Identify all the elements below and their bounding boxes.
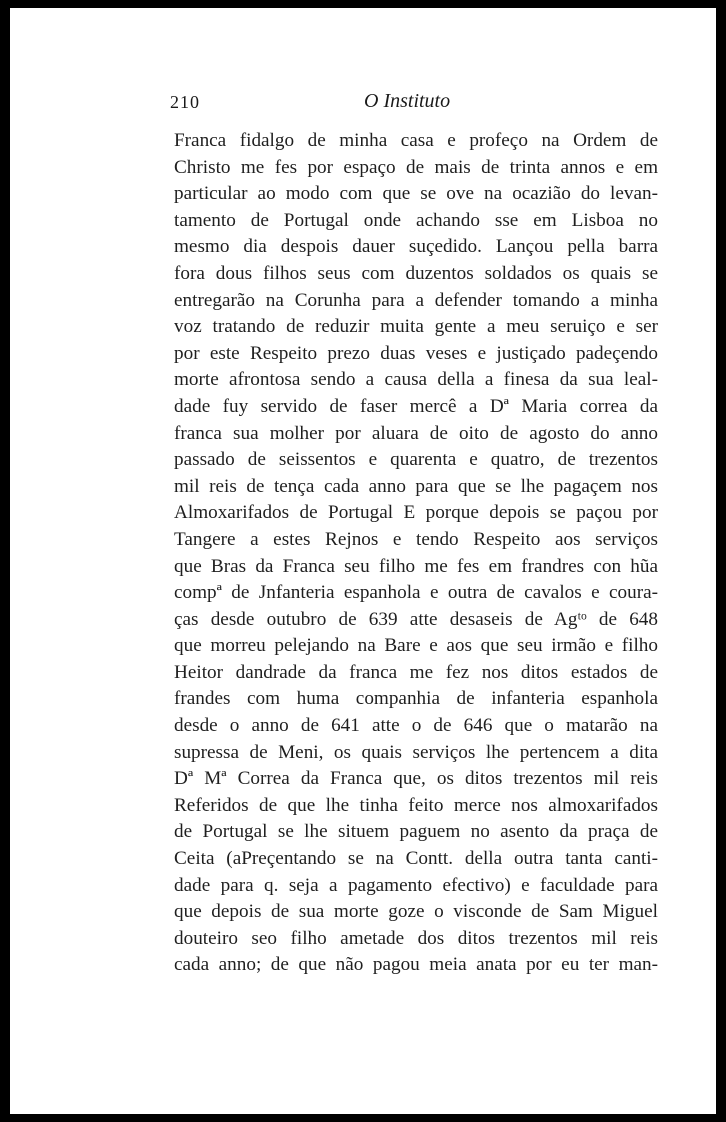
text-line: de Portugal se lhe situem paguem no asento da praça de (174, 821, 658, 843)
text-line: mil reis de tença cada anno para que se lhe pagaçem nos (174, 475, 658, 497)
text-line: desde o anno de 641 atte o de 646 que o matarão na (174, 715, 658, 737)
text-line: Heitor dandrade da franca me fez nos ditos estados de (174, 661, 658, 683)
text-line: passado de seissentos e quarenta e quatro, de trezentos (174, 449, 658, 471)
text-line: supressa de Meni, os quais serviços lhe pertencem a dita (174, 741, 658, 763)
text-line: Dª Mª Correa da Franca que, os ditos trezentos mil reis (174, 768, 658, 790)
text-line: franca sua molher por aluara de oito de agosto do anno (174, 422, 658, 444)
text-line: voz tratando de reduzir muita gente a meu seruiço e ser (174, 316, 658, 338)
text-line: cada anno; de que não pagou meia anata por eu ter man- (174, 954, 658, 976)
text-line: dade fuy servido de faser mercê a Dª Maria correa da (174, 395, 658, 417)
text-line: por este Respeito prezo duas veses e justiçado padeçendo (174, 342, 658, 364)
scanned-page (10, 8, 716, 1114)
body-text (174, 128, 658, 979)
page-number: 210 (170, 92, 200, 112)
running-title: O Instituto (364, 90, 451, 112)
text-line: douteiro seo filho ametade dos ditos trezentos mil reis (174, 927, 658, 949)
text-line: ças desde outubro de 639 atte desaseis de Agᵗᵒ de 648 (174, 608, 658, 630)
text-line: frandes com huma companhia de infanteria espanhola (174, 688, 658, 710)
text-line: entregarão na Corunha para a defender tomando a minha (174, 289, 658, 311)
page-header (170, 88, 500, 122)
text-line: mesmo dia despois dauer suçedido. Lançou pella barra (174, 236, 658, 258)
text-line: dade para q. seja a pagamento efectivo) e faculdade para (174, 874, 658, 896)
text-line: Christo me fes por espaço de mais de trinta annos e em (174, 156, 658, 178)
text-line: que depois de sua morte goze o visconde de Sam Miguel (174, 901, 658, 923)
text-line: compª de Jnfanteria espanhola e outra de cavalos e coura- (174, 582, 658, 604)
text-line: Referidos de que lhe tinha feito merce nos almoxarifados (174, 794, 658, 816)
text-line: Tangere a estes Rejnos e tendo Respeito aos serviços (174, 528, 658, 550)
text-line: Almoxarifados de Portugal E porque depois se paçou por (174, 502, 658, 524)
text-line: fora dous filhos seus com duzentos soldados os quais se (174, 262, 658, 284)
text-line: particular ao modo com que se ove na ocazião do levan- (174, 183, 658, 205)
text-line: que Bras da Franca seu filho me fes em frandres con hũa (174, 555, 658, 577)
text-line: morte afrontosa sendo a causa della a finesa da sua leal- (174, 369, 658, 391)
text-line: tamento de Portugal onde achando sse em Lisboa no (174, 209, 658, 231)
text-line: que morreu pelejando na Bare e aos que seu irmão e filho (174, 635, 658, 657)
text-line: Franca fidalgo de minha casa e profeço na Ordem de (174, 130, 658, 151)
text-line: Ceita (aPreçentando se na Contt. della outra tanta canti- (174, 848, 658, 870)
